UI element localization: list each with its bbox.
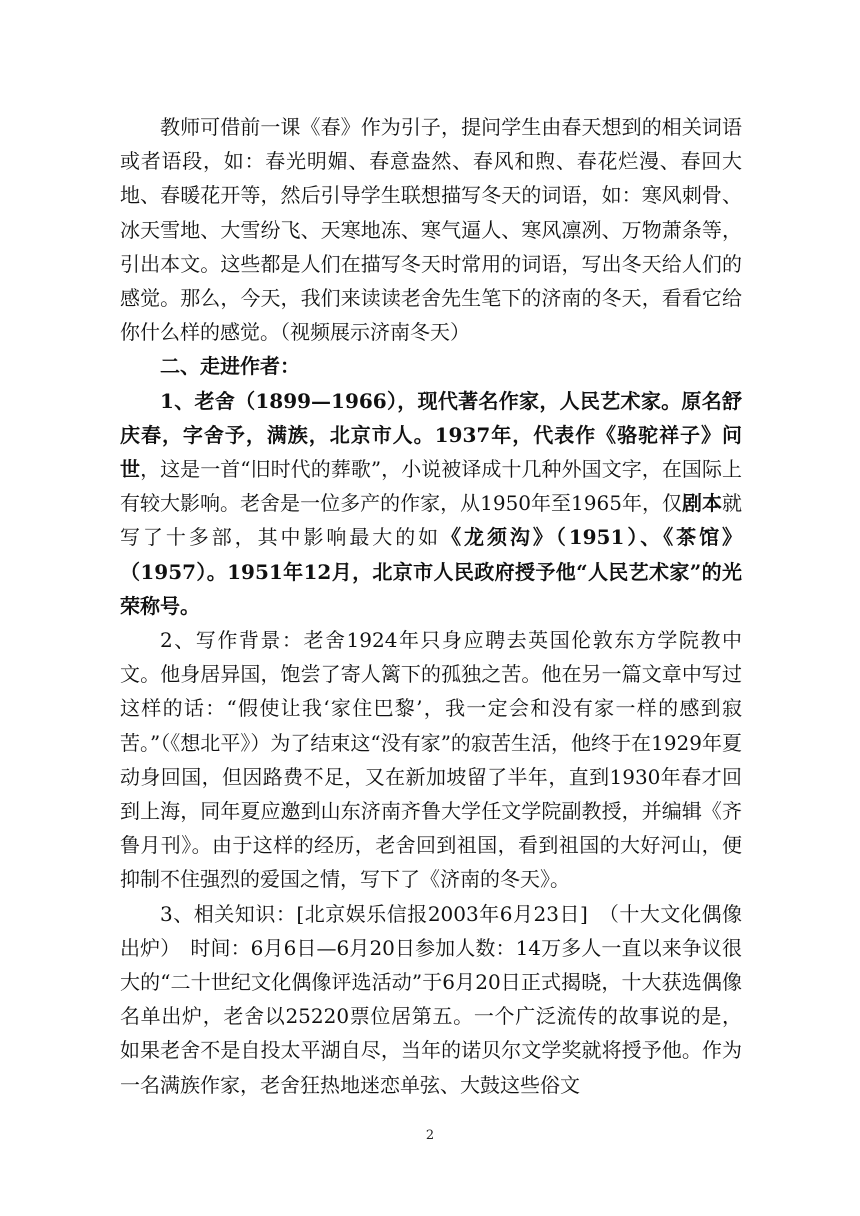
paragraph-intro: 教师可借前一课《春》作为引子，提问学生由春天想到的相关词语或者语段，如：春光明媚、春意盎然、春风和煦、春花烂漫、春回大地、春暖花开等，然后引导学生联想描写冬天的词语，如：寒风刺骨、冰天雪地、大雪纷飞、天寒地冻、寒气逼人、寒风凛冽、万物萧条等，引出本文。这些都是人们在描写冬天时常用的词语，写出冬天给人们的感觉。那么，今天，我们来读读老舍先生笔下的济南的冬天，看看它给你什么样的感觉。（视频展示济南冬天） <box>120 115 742 345</box>
document-body <box>120 110 742 1102</box>
author-bold-2: 剧本 <box>682 491 723 516</box>
author-bold-1: 1、老舍（1899—1966），现代著名作家，人民艺术家。原名舒庆春，字舍予，满族，北京市人。1937年，代表作《骆驼祥子》问世 <box>120 388 742 482</box>
paragraph-author-intro <box>120 384 742 623</box>
author-bold-3: 《龙须沟》（1951）、《茶馆》（1957）。1951年12月，北京市人民政府授予他“人民艺术家”的光荣称号。 <box>120 525 743 618</box>
heading-author <box>120 349 742 383</box>
paragraph-knowledge: 3、相关知识：[北京娱乐信报2003年6月23日] （十大文化偶像出炉） 时间：6月6日—6月20日参加人数：14万多人一直以来争议很大的“二十世纪文化偶像评选活动”于6月20日正式揭晓，十大获选偶像名单出炉，老舍以25220票位居第五。一个广泛流传的故事说的是，如果老舍不是自投太平湖自尽，当年的诺贝尔文学奖就将授予他。作为一名满族作家，老舍狂热地迷恋单弦、大鼓这些俗文 <box>120 901 742 1097</box>
page-number: 2 <box>425 1128 435 1143</box>
paragraph-background: 2、写作背景：老舍1924年只身应聘去英国伦敦东方学院教中文。他身居异国，饱尝了寄人篱下的孤独之苦。他在另一篇文章中写过这样的话：“假使让我‘家住巴黎’，我一定会和没有家一样的感到寂苦。”（《想北平》）为了结束这“没有家”的寂苦生活，他终于在1929年夏动身回国，但因路费不足，又在新加坡留了半年，直到1930年春才回到上海，同年夏应邀到山东济南齐鲁大学任文学院副教授，并编辑《齐鲁月刊》。由于这样的经历，老舍回到祖国，看到祖国的大好河山，便抑制不住强烈的爱国之情，写下了《济南的冬天》。 <box>120 628 742 892</box>
author-text-1: ，这是一首“旧时代的葬歌”，小说被译成十几种外国文字，在国际上有较大影响。老舍是一位多产的作家，从1950年至1965年，仅 <box>120 457 743 516</box>
author-text-2: 就写了十多部，其中影响最大的如 <box>120 491 743 550</box>
heading-author-text: 二、走进作者： <box>160 354 300 379</box>
